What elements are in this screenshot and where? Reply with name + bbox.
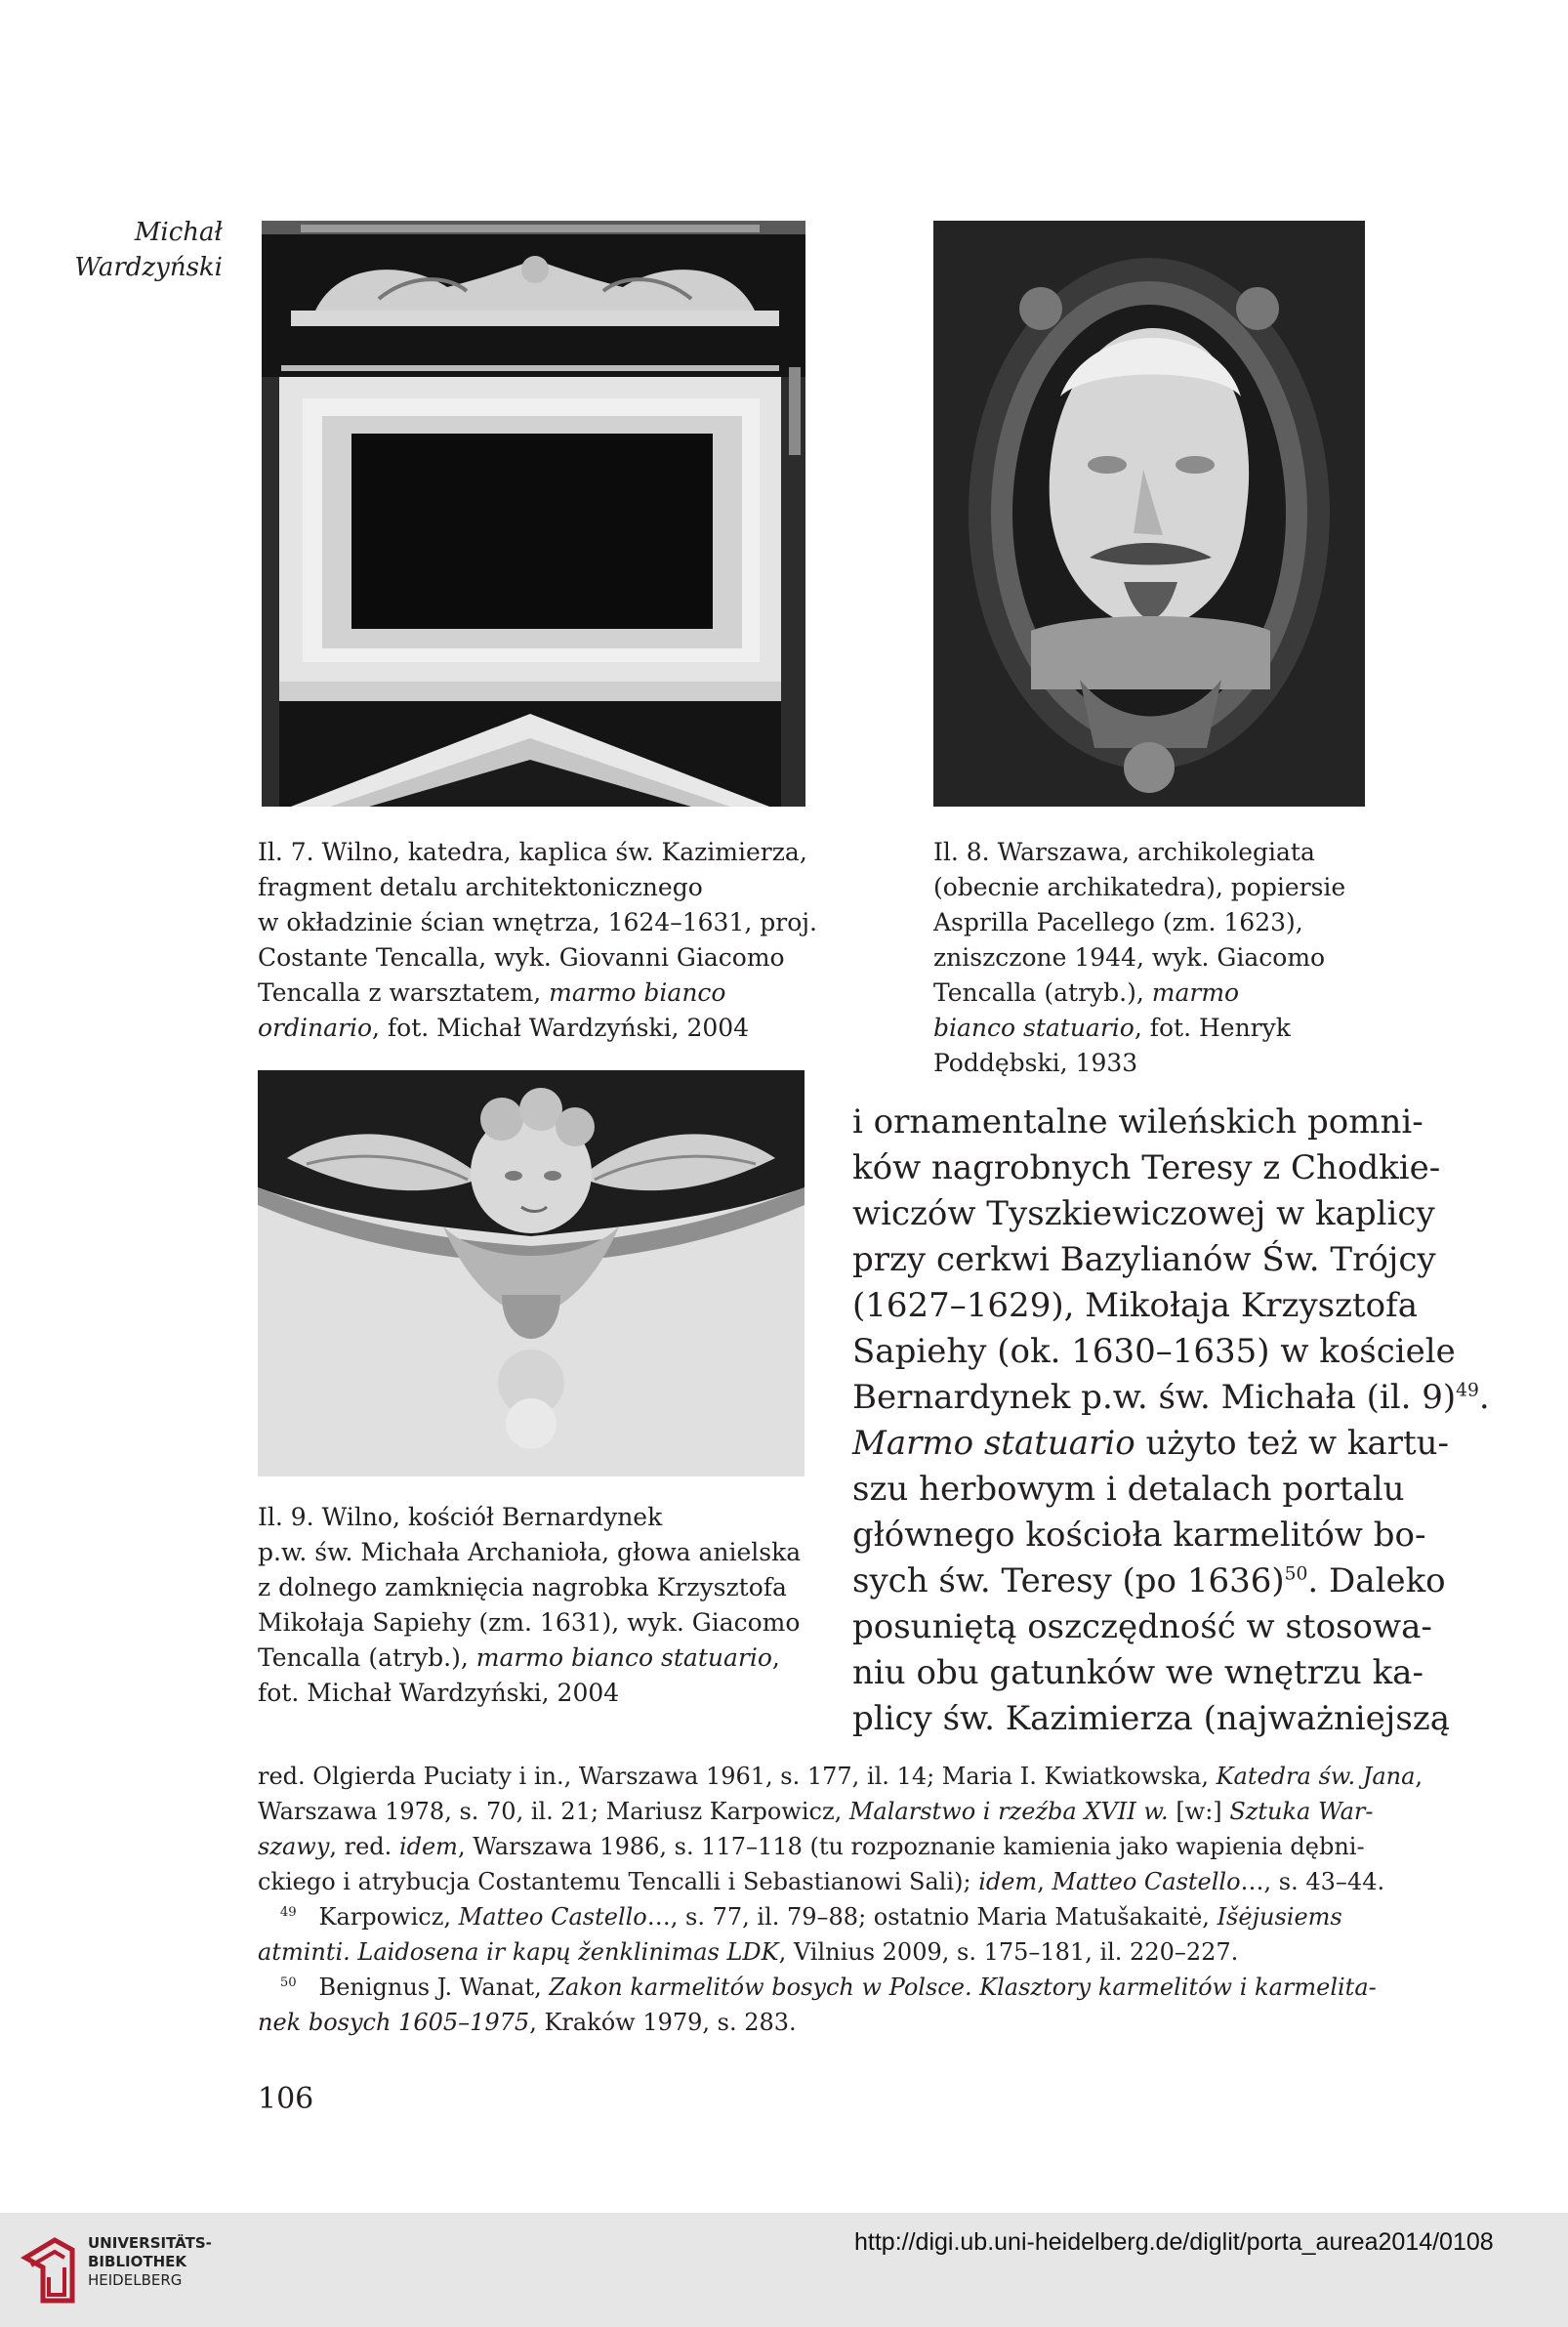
footnote-line-1: red. Olgierda Puciaty i in., Warszawa 1961, s. 177, il. 14; Maria I. Kwiatkowska, Katedra św. Jana, (258, 1763, 1424, 1790)
footnotes (258, 1759, 1423, 2040)
caption-9-line-2: p.w. św. Michała Archanioła, głowa anielska (258, 1538, 802, 1566)
caption-8-line-2: (obecnie archikatedra), popiersie (933, 873, 1346, 901)
document-url-link[interactable]: http://digi.ub.uni-heidelberg.de/diglit/porta_aurea2014/0108 (854, 2228, 1494, 2256)
footnote-ref-50[interactable]: 50 (1284, 1563, 1308, 1585)
body-text (852, 1100, 1490, 1742)
figure-7-caption (258, 835, 817, 1046)
body-line-3: wiczów Tyszkiewiczowej w kaplicy (852, 1194, 1435, 1233)
caption-9-line-1: Il. 9. Wilno, kościół Bernardynek (258, 1503, 663, 1531)
caption-9-line-3: z dolnego zamknięcia nagrobka Krzysztofa (258, 1573, 787, 1601)
library-name[interactable] (88, 2234, 212, 2290)
footnote-line-2: Warszawa 1978, s. 70, il. 21; Mariusz Karpowicz, Malarstwo i rzeźba XVII w. [w:] Sztuka War- (258, 1798, 1374, 1825)
body-line-8: Marmo statuario użyto też w kartu- (852, 1424, 1450, 1463)
caption-8-line-6: bianco statuario, fot. Henryk (933, 1014, 1291, 1042)
caption-9-line-4: Mikołaja Sapiehy (zm. 1631), wyk. Giacomo (258, 1608, 801, 1637)
author-first-name: Michał (134, 218, 223, 247)
footnote-50-cont: nek bosych 1605–1975, Kraków 1979, s. 283. (258, 2009, 797, 2036)
figure-7-photo (262, 221, 805, 807)
figure-9-photo (258, 1070, 805, 1476)
caption-8-line-4: zniszczone 1944, wyk. Giacomo (933, 943, 1326, 972)
body-line-12: posuniętą oszczędność w stosowa- (852, 1607, 1432, 1646)
figure-8-photo (933, 221, 1365, 807)
footnote-50: $^{50}$ Benignus J. Wanat, Zakon karmelitów bosych w Polsce. Klasztory karmelitów i karmelita- (279, 1974, 1377, 2001)
caption-8-line-7: Poddębski, 1933 (933, 1049, 1138, 1077)
caption-7-line-2: fragment detalu architektonicznego (258, 873, 703, 901)
library-name-line-3: HEIDELBERG (88, 2271, 183, 2289)
body-line-4: przy cerkwi Bazylianów Św. Trójcy (852, 1240, 1436, 1279)
caption-7-line-3: w okładzinie ścian wnętrza, 1624–1631, proj. (258, 908, 817, 936)
body-line-14: plicy św. Kazimierza (najważniejszą (852, 1699, 1450, 1738)
running-head-author (59, 215, 223, 285)
author-last-name: Wardzyński (74, 253, 223, 282)
library-name-line-2: BIBLIOTHEK (88, 2253, 186, 2270)
body-line-5: (1627–1629), Mikołaja Krzysztofa (852, 1286, 1418, 1325)
footnote-number-50: 50 (279, 1975, 297, 1990)
body-line-2: ków nagrobnych Teresy z Chodkie- (852, 1148, 1441, 1187)
footnote-ref-49[interactable]: 49 (1456, 1380, 1479, 1401)
caption-7-line-5: Tencalla z warsztatem, marmo bianco (258, 978, 726, 1007)
caption-9-line-6: fot. Michał Wardzyński, 2004 (258, 1679, 620, 1707)
caption-7-line-4: Costante Tencalla, wyk. Giovanni Giacomo (258, 943, 785, 972)
caption-9-line-5: Tencalla (atryb.), marmo bianco statuario, (258, 1643, 780, 1672)
page-number: 106 (258, 2082, 314, 2116)
footnote-number-49: 49 (279, 1905, 297, 1920)
footnote-line-4: ckiego i atrybucja Costantemu Tencalli i Sebastianowi Sali); idem, Matteo Castello…, s. 43–44. (258, 1868, 1385, 1895)
body-line-13: niu obu gatunków we wnętrzu ka- (852, 1653, 1424, 1692)
body-line-9: szu herbowym i detalach portalu (852, 1470, 1405, 1509)
caption-8-line-1: Il. 8. Warszawa, archikolegiata (933, 838, 1315, 866)
caption-7-line-1: Il. 7. Wilno, katedra, kaplica św. Kazimierza, (258, 838, 807, 866)
caption-8-line-5: Tencalla (atryb.), marmo (933, 978, 1240, 1007)
library-name-line-1: UNIVERSITÄTS- (88, 2234, 212, 2252)
footnote-49: $^{49}$ Karpowicz, Matteo Castello…, s. 77, il. 79–88; ostatnio Maria Matušakaitė, Išėjusiems (279, 1903, 1342, 1931)
figure-8-caption (933, 835, 1345, 1081)
body-line-6: Sapiehy (ok. 1630–1635) w kościele (852, 1332, 1456, 1371)
footnote-line-3: szawy, red. idem, Warszawa 1986, s. 117–118 (tu rozpoznanie kamienia jako wapienia dębni- (258, 1833, 1365, 1860)
body-line-11: sych św. Teresy (po 1636)$^{50}$. Daleko (852, 1561, 1446, 1600)
caption-7-line-6: ordinario, fot. Michał Wardzyński, 2004 (258, 1014, 750, 1042)
body-line-7: Bernardynek p.w. św. Michała (il. 9)$^{49}$. (852, 1378, 1490, 1417)
library-logo-icon[interactable] (18, 2228, 78, 2308)
figure-9-caption (258, 1500, 801, 1711)
caption-8-line-3: Asprilla Pacellego (zm. 1623), (933, 908, 1303, 936)
body-line-10: głównego kościoła karmelitów bo- (852, 1516, 1426, 1555)
body-line-1: i ornamentalne wileńskich pomni- (852, 1102, 1424, 1142)
footnote-49-cont: atminti. Laidosena ir kapų ženklinimas LDK, Vilnius 2009, s. 175–181, il. 220–227. (258, 1938, 1239, 1966)
